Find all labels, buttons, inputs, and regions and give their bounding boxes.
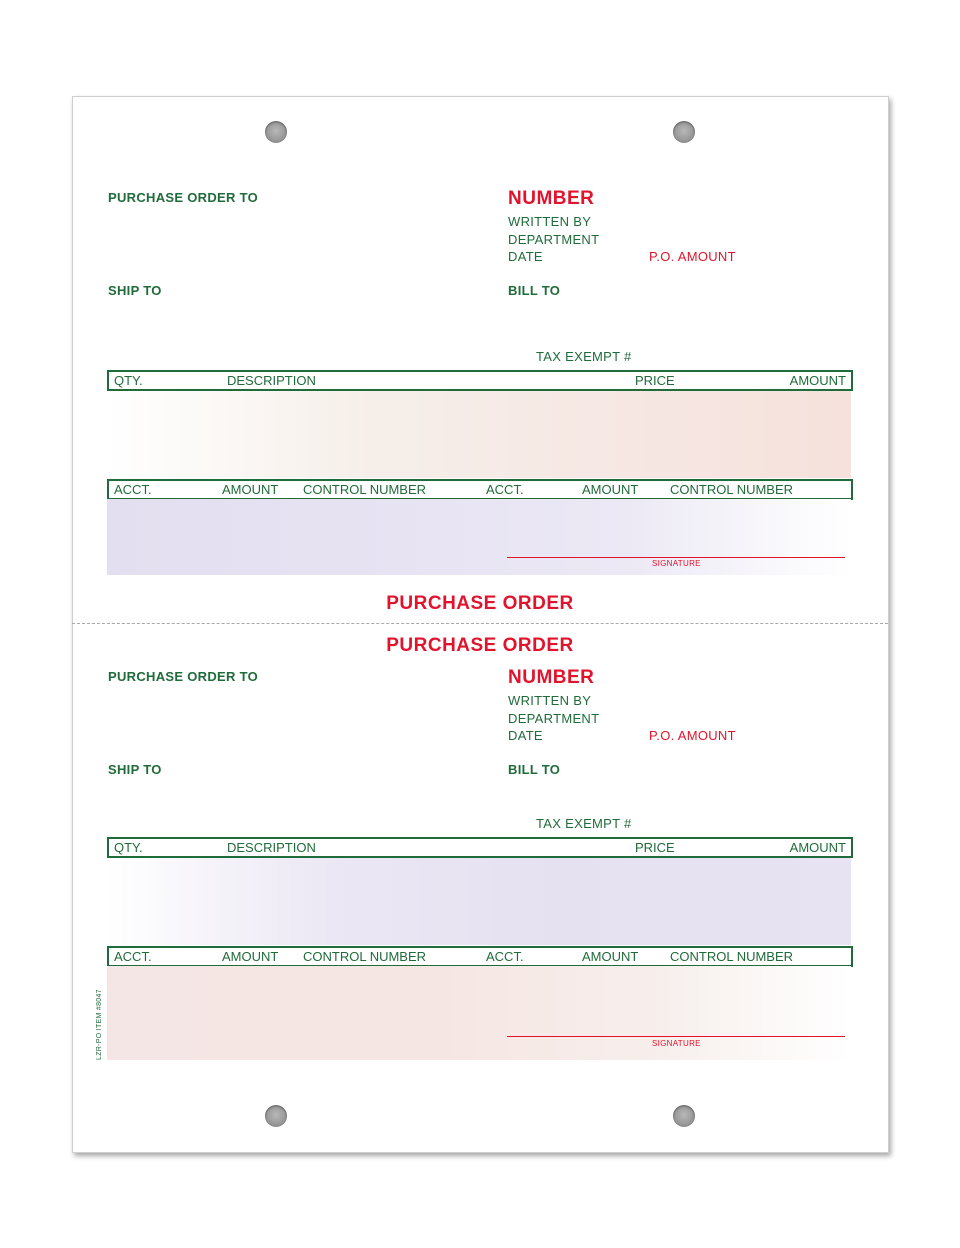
punch-hole-icon (673, 121, 695, 143)
bill-to-label: BILL TO (508, 283, 561, 298)
footer-title: PURCHASE ORDER (386, 593, 574, 614)
signature-line (507, 557, 845, 558)
department-label: DEPARTMENT (508, 232, 600, 247)
control-number-column-header: CONTROL NUMBER (303, 949, 427, 964)
account-table-body (107, 966, 851, 1060)
punch-hole-icon (265, 121, 287, 143)
tax-exempt-label: TAX EXEMPT # (536, 816, 632, 831)
header-title: PURCHASE ORDER (386, 635, 574, 656)
signature-label: SIGNATURE (652, 1039, 701, 1048)
punch-hole-icon (673, 1105, 695, 1127)
item-table-header (107, 370, 853, 391)
price-column-header: PRICE (635, 373, 675, 388)
number-label: NUMBER (508, 667, 595, 688)
bill-to-label: BILL TO (508, 762, 561, 777)
date-label: DATE (508, 728, 543, 743)
control-number-column-header: CONTROL NUMBER (303, 482, 427, 497)
written-by-label: WRITTEN BY (508, 693, 592, 708)
qty-column-header: QTY. (114, 840, 143, 855)
account-table-header (107, 946, 853, 967)
purchase-order-to-label: PURCHASE ORDER TO (108, 190, 259, 205)
acct-amount-column-header: AMOUNT (222, 482, 279, 497)
item-table-body (107, 391, 851, 478)
item-table-body (107, 858, 851, 945)
control-number-column-header: CONTROL NUMBER (670, 482, 794, 497)
signature-label: SIGNATURE (652, 559, 701, 568)
account-table-body (107, 499, 851, 575)
account-table-header (107, 479, 853, 500)
punch-hole-icon (265, 1105, 287, 1127)
description-column-header: DESCRIPTION (227, 840, 316, 855)
ship-to-label: SHIP TO (108, 283, 162, 298)
po-amount-label: P.O. AMOUNT (649, 728, 736, 743)
form-item-code: LZR-PO ITEM #8047 (96, 989, 103, 1060)
written-by-label: WRITTEN BY (508, 214, 592, 229)
purchase-order-to-label: PURCHASE ORDER TO (108, 669, 259, 684)
acct-column-header: ACCT. (486, 949, 524, 964)
po-amount-label: P.O. AMOUNT (649, 249, 736, 264)
date-label: DATE (508, 249, 543, 264)
department-label: DEPARTMENT (508, 711, 600, 726)
qty-column-header: QTY. (114, 373, 143, 388)
price-column-header: PRICE (635, 840, 675, 855)
amount-column-header: AMOUNT (789, 373, 846, 388)
acct-column-header: ACCT. (114, 949, 152, 964)
number-label: NUMBER (508, 188, 595, 209)
ship-to-label: SHIP TO (108, 762, 162, 777)
control-number-column-header: CONTROL NUMBER (670, 949, 794, 964)
acct-amount-column-header: AMOUNT (222, 949, 279, 964)
signature-line (507, 1036, 845, 1037)
acct-column-header: ACCT. (486, 482, 524, 497)
amount-column-header: AMOUNT (789, 840, 846, 855)
tax-exempt-label: TAX EXEMPT # (536, 349, 632, 364)
acct-amount-column-header: AMOUNT (582, 949, 639, 964)
item-table-header (107, 837, 853, 858)
acct-amount-column-header: AMOUNT (582, 482, 639, 497)
description-column-header: DESCRIPTION (227, 373, 316, 388)
perforation-line (72, 623, 888, 624)
acct-column-header: ACCT. (114, 482, 152, 497)
